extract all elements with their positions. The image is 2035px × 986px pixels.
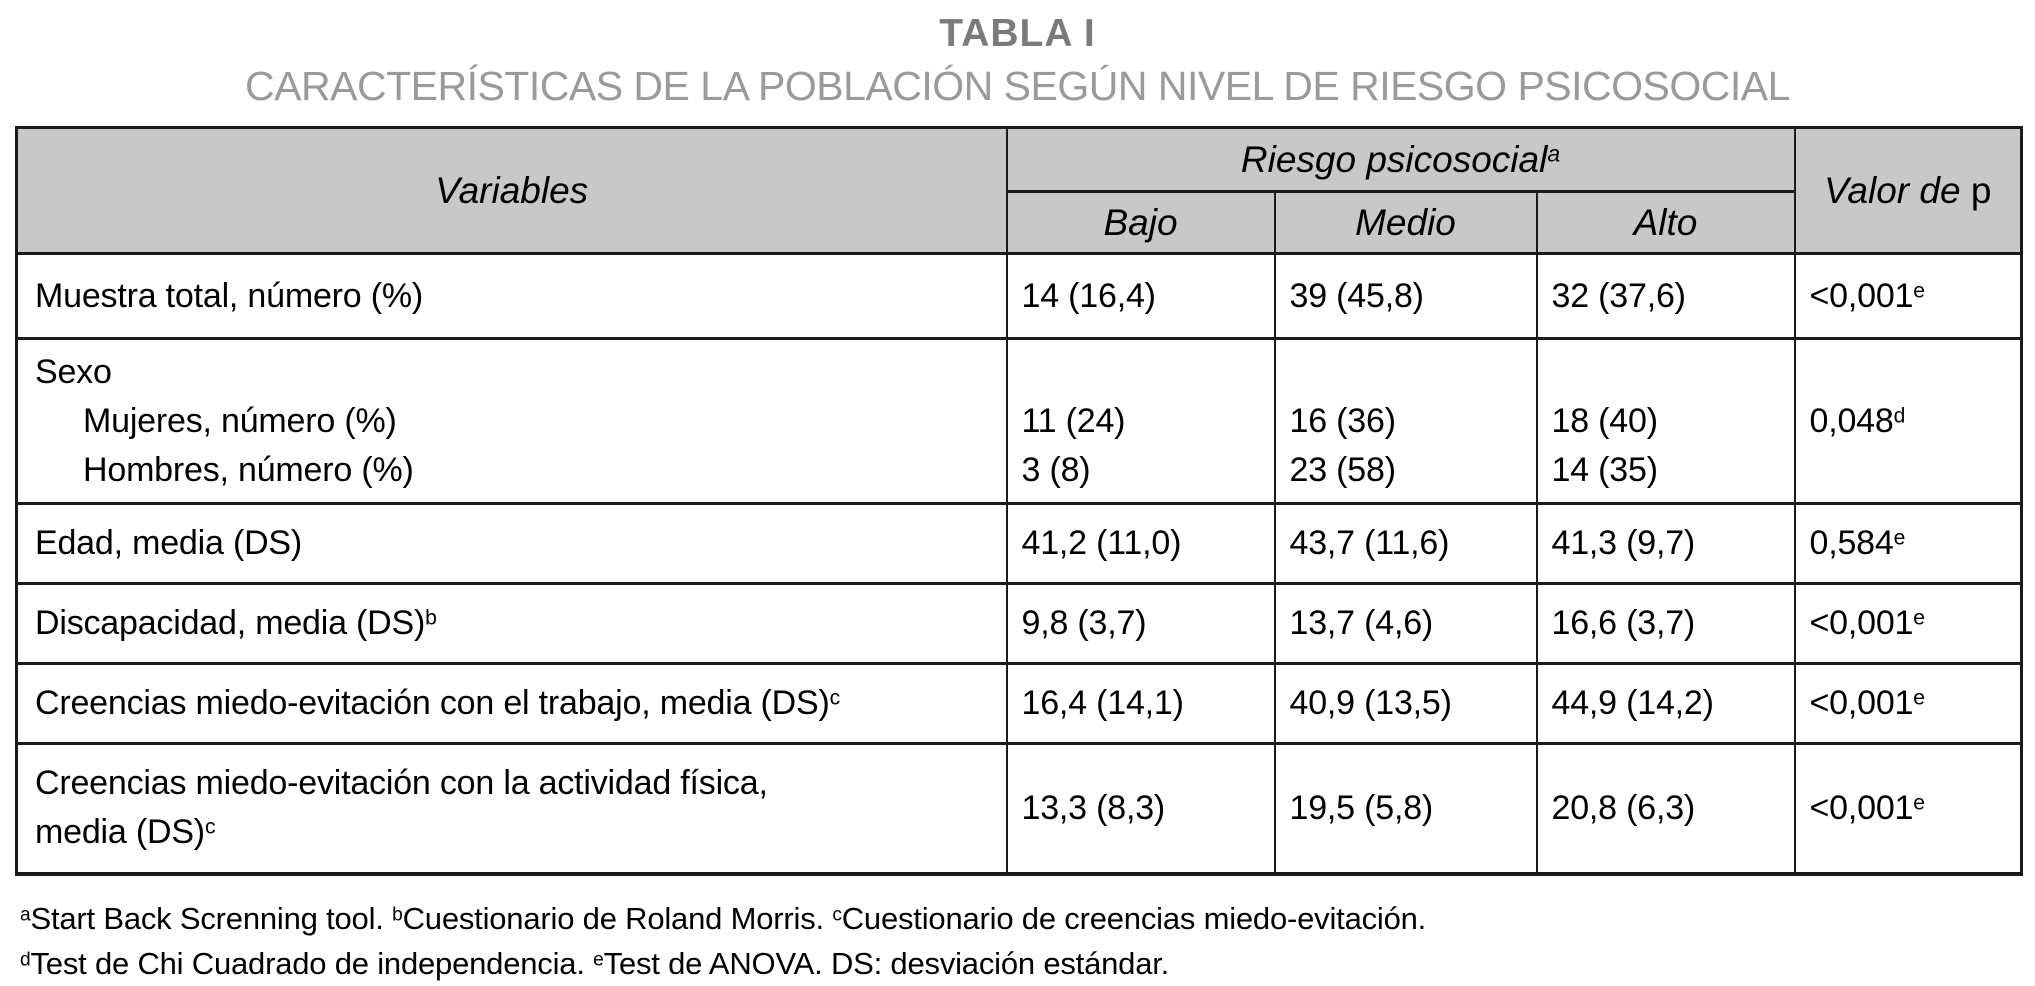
value-bajo: 14 (16,4): [1021, 276, 1156, 315]
value-alto: 20,8 (6,3): [1551, 788, 1696, 827]
bajo-label: Bajo: [1103, 201, 1178, 243]
value-bajo: 16,4 (14,1): [1021, 684, 1184, 722]
table-row-sexo: [17, 339, 2022, 504]
cell-medio: [1275, 254, 1537, 339]
column-header-pvalue: [1795, 128, 2022, 254]
value-alto: 32 (37,6): [1551, 276, 1686, 315]
column-header-alto: [1537, 192, 1795, 254]
table-row-muestra-total: [17, 254, 2022, 339]
footnote-superscript-d: d: [20, 948, 31, 970]
footnote-text-a: Start Back Screnning tool.: [30, 900, 393, 936]
footnote-line-1: [20, 896, 2035, 941]
cell-bajo: [1007, 744, 1275, 874]
cell-bajo: [1007, 254, 1275, 339]
pvalue: <0,001: [1809, 604, 1914, 642]
row-label-superscript: c: [829, 686, 840, 710]
value-alto: 44,9 (14,2): [1551, 684, 1714, 722]
header-row-group: [17, 128, 2022, 192]
value-bajo-mujeres: 11 (24): [1021, 401, 1126, 440]
cell-label: [17, 254, 1007, 339]
cell-alto: [1537, 744, 1795, 874]
row-label-line-1: Creencias miedo-evitación con la actividad física,: [35, 764, 768, 803]
footnote-superscript-a: a: [20, 903, 31, 925]
value-medio: 40,9 (13,5): [1289, 684, 1452, 722]
row-label: Creencias miedo-evitación con el trabajo, media (DS): [35, 684, 830, 722]
table-body: [17, 254, 2022, 874]
cell-label: [17, 339, 1007, 504]
cell-pvalue: [1795, 504, 2022, 584]
cell-bajo: [1007, 584, 1275, 664]
cell-alto: [1537, 584, 1795, 664]
value-medio: 39 (45,8): [1289, 276, 1424, 315]
pvalue-superscript: e: [1893, 526, 1906, 550]
value-alto-hombres: 14 (35): [1551, 450, 1658, 489]
row-label-superscript: c: [204, 815, 216, 839]
table-header: [17, 128, 2022, 254]
footnote-text-d: Test de Chi Cuadrado de independencia.: [30, 945, 594, 981]
row-sublabel-mujeres: Mujeres, número (%): [83, 401, 397, 440]
footnote-superscript-c: c: [832, 903, 842, 925]
table-title: TABLA I: [939, 12, 1096, 55]
cell-pvalue: [1795, 664, 2022, 744]
row-label: Discapacidad, media (DS): [35, 604, 426, 642]
value-bajo-hombres: 3 (8): [1021, 450, 1091, 489]
pvalue-superscript: e: [1913, 606, 1925, 630]
table-row-creencias-trabajo: [17, 664, 2022, 744]
row-label-superscript: b: [425, 606, 437, 630]
value-bajo: 13,3 (8,3): [1021, 788, 1166, 827]
pvalue-superscript: e: [1913, 279, 1925, 303]
footnotes: [20, 896, 2035, 986]
column-header-variables: [17, 128, 1007, 254]
riesgo-superscript: a: [1547, 140, 1561, 167]
footnote-superscript-b: b: [392, 903, 403, 925]
footnote-line-2: [20, 941, 2035, 986]
medio-label: Medio: [1355, 201, 1456, 243]
column-header-riesgo-psicosocial: [1007, 128, 1795, 192]
value-alto: 41,3 (9,7): [1551, 524, 1696, 562]
cell-label: [17, 504, 1007, 584]
row-label: Sexo: [35, 352, 112, 391]
cell-medio: [1275, 664, 1537, 744]
row-sublabel-hombres: Hombres, número (%): [83, 450, 414, 489]
pvalue-label-italic: Valor de: [1824, 169, 1961, 211]
variables-label: Variables: [435, 169, 589, 211]
value-medio: 19,5 (5,8): [1289, 788, 1434, 827]
characteristics-table: [15, 126, 2023, 876]
table-row-discapacidad: [17, 584, 2022, 664]
footnote-text-c: Cuestionario de creencias miedo-evitación.: [841, 900, 1427, 936]
cell-bajo: [1007, 339, 1275, 504]
cell-pvalue: [1795, 584, 2022, 664]
pvalue: <0,001: [1809, 684, 1914, 722]
pvalue: <0,001: [1809, 788, 1914, 827]
cell-label: [17, 744, 1007, 874]
value-bajo: 9,8 (3,7): [1021, 604, 1147, 642]
pvalue-label-p: p: [1970, 169, 1992, 211]
footnote-text-b: Cuestionario de Roland Morris.: [402, 900, 833, 936]
value-alto: 16,6 (3,7): [1551, 604, 1696, 642]
footnote-superscript-e: e: [593, 948, 604, 970]
pvalue-superscript: e: [1913, 791, 1925, 815]
cell-pvalue: [1795, 254, 2022, 339]
cell-label: [17, 664, 1007, 744]
alto-label: Alto: [1633, 201, 1698, 243]
cell-pvalue: [1795, 339, 2022, 504]
pvalue: 0,048: [1809, 401, 1894, 440]
table-row-edad: [17, 504, 2022, 584]
cell-pvalue: [1795, 744, 2022, 874]
row-label: Muestra total, número (%): [35, 276, 424, 315]
value-medio: 43,7 (11,6): [1289, 524, 1450, 562]
cell-bajo: [1007, 504, 1275, 584]
value-medio-hombres: 23 (58): [1289, 450, 1396, 489]
cell-medio: [1275, 744, 1537, 874]
riesgo-label: Riesgo psicosocial: [1240, 138, 1548, 180]
title-block: [0, 0, 2035, 110]
cell-medio: [1275, 584, 1537, 664]
pvalue-superscript: d: [1893, 404, 1906, 428]
cell-medio: [1275, 339, 1537, 504]
row-label: Edad, media (DS): [35, 524, 303, 562]
cell-alto: [1537, 504, 1795, 584]
value-alto-mujeres: 18 (40): [1551, 401, 1658, 440]
row-label-line-2: media (DS): [35, 813, 205, 852]
cell-alto: [1537, 339, 1795, 504]
table-subtitle: CARACTERÍSTICAS DE LA POBLACIÓN SEGÚN NIVEL DE RIESGO PSICOSOCIAL: [245, 63, 1790, 109]
pvalue-superscript: e: [1913, 686, 1925, 710]
cell-label: [17, 584, 1007, 664]
value-bajo: 41,2 (11,0): [1021, 524, 1182, 562]
cell-alto: [1537, 664, 1795, 744]
cell-bajo: [1007, 664, 1275, 744]
footnote-text-e: Test de ANOVA. DS: desviación estándar.: [603, 945, 1170, 981]
cell-medio: [1275, 504, 1537, 584]
cell-alto: [1537, 254, 1795, 339]
pvalue: 0,584: [1809, 524, 1894, 562]
pvalue: <0,001: [1809, 276, 1914, 315]
column-header-medio: [1275, 192, 1537, 254]
value-medio: 13,7 (4,6): [1289, 604, 1434, 642]
value-medio-mujeres: 16 (36): [1289, 401, 1396, 440]
column-header-bajo: [1007, 192, 1275, 254]
table-row-creencias-actividad: [17, 744, 2022, 874]
